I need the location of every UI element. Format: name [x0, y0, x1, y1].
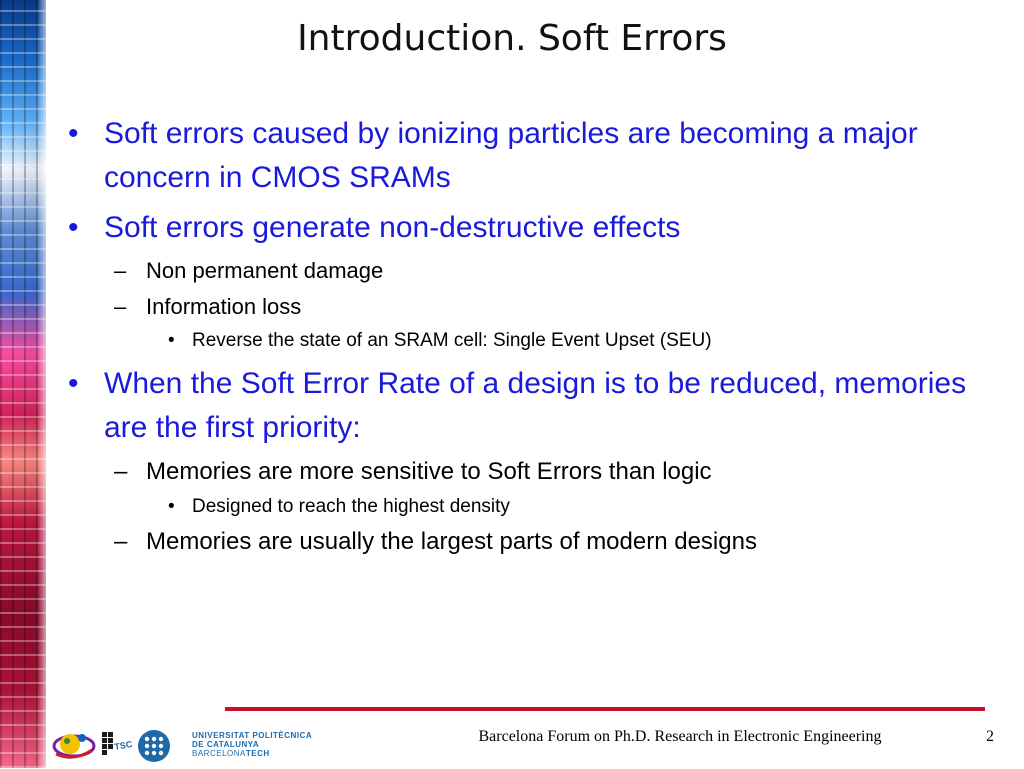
dot-marker: •	[168, 496, 175, 517]
page-number: 2	[986, 728, 994, 745]
upc-line-2: DE CATALUNYA	[192, 740, 260, 749]
bullet-text: Soft errors generate non-destructive effects	[104, 211, 681, 244]
bullet-marker: •	[68, 117, 79, 150]
upc-logo	[136, 728, 186, 769]
bullet-2	[68, 206, 968, 250]
tsc-logo	[100, 728, 134, 765]
bullet-1	[68, 112, 968, 200]
sub-bullet-3-2	[68, 526, 968, 558]
slide-title: Introduction. Soft Errors	[297, 18, 727, 59]
upc-line-3	[192, 749, 312, 758]
forum-logo-icon	[52, 728, 96, 760]
dash-marker: –	[114, 528, 128, 555]
sub-bullet-3-1	[68, 456, 968, 488]
dash-marker: –	[114, 458, 128, 485]
forum-logo	[52, 728, 96, 765]
sub-bullet-2-2	[68, 292, 968, 322]
dot-marker: •	[168, 330, 175, 351]
slide-content	[68, 112, 968, 564]
sub-sub-bullet-3-1-1	[68, 494, 968, 520]
bullet-text: Memories are usually the largest parts of modern designs	[146, 528, 757, 555]
bullet-text: Designed to reach the highest density	[192, 496, 510, 517]
bullet-text: Reverse the state of an SRAM cell: Single Event Upset (SEU)	[192, 330, 712, 351]
bullet-3	[68, 362, 968, 450]
bullet-text: Soft errors caused by ionizing particles are becoming a major concern in CMOS SRAMs	[104, 117, 918, 194]
footer-conference-text: Barcelona Forum on Ph.D. Research in Electronic Engineering	[478, 728, 882, 745]
sub-bullet-2-1	[68, 256, 968, 286]
upc-line-1: UNIVERSITAT POLITÈCNICA	[192, 731, 313, 740]
tsc-logo-text: TSC	[113, 738, 134, 752]
decorative-building-strip	[0, 0, 46, 768]
sub-sub-bullet-2-2-1	[68, 328, 968, 354]
bullet-text: When the Soft Error Rate of a design is to be reduced, memories are the first priority:	[104, 367, 967, 444]
dash-marker: –	[114, 294, 127, 319]
bullet-marker: •	[68, 367, 79, 400]
upc-line-3-b: TECH	[245, 749, 270, 758]
bullet-text: Information loss	[146, 294, 302, 319]
footer-divider	[225, 707, 985, 711]
dash-marker: –	[114, 258, 127, 283]
upc-logo-icon	[136, 728, 186, 764]
bullet-text: Non permanent damage	[146, 258, 384, 283]
bullet-marker: •	[68, 211, 79, 244]
tsc-logo-icon	[100, 728, 134, 760]
bullet-text: Memories are more sensitive to Soft Errors than logic	[146, 458, 712, 485]
upc-line-3-a: BARCELONA	[192, 749, 246, 758]
upc-logo-text	[192, 731, 312, 758]
